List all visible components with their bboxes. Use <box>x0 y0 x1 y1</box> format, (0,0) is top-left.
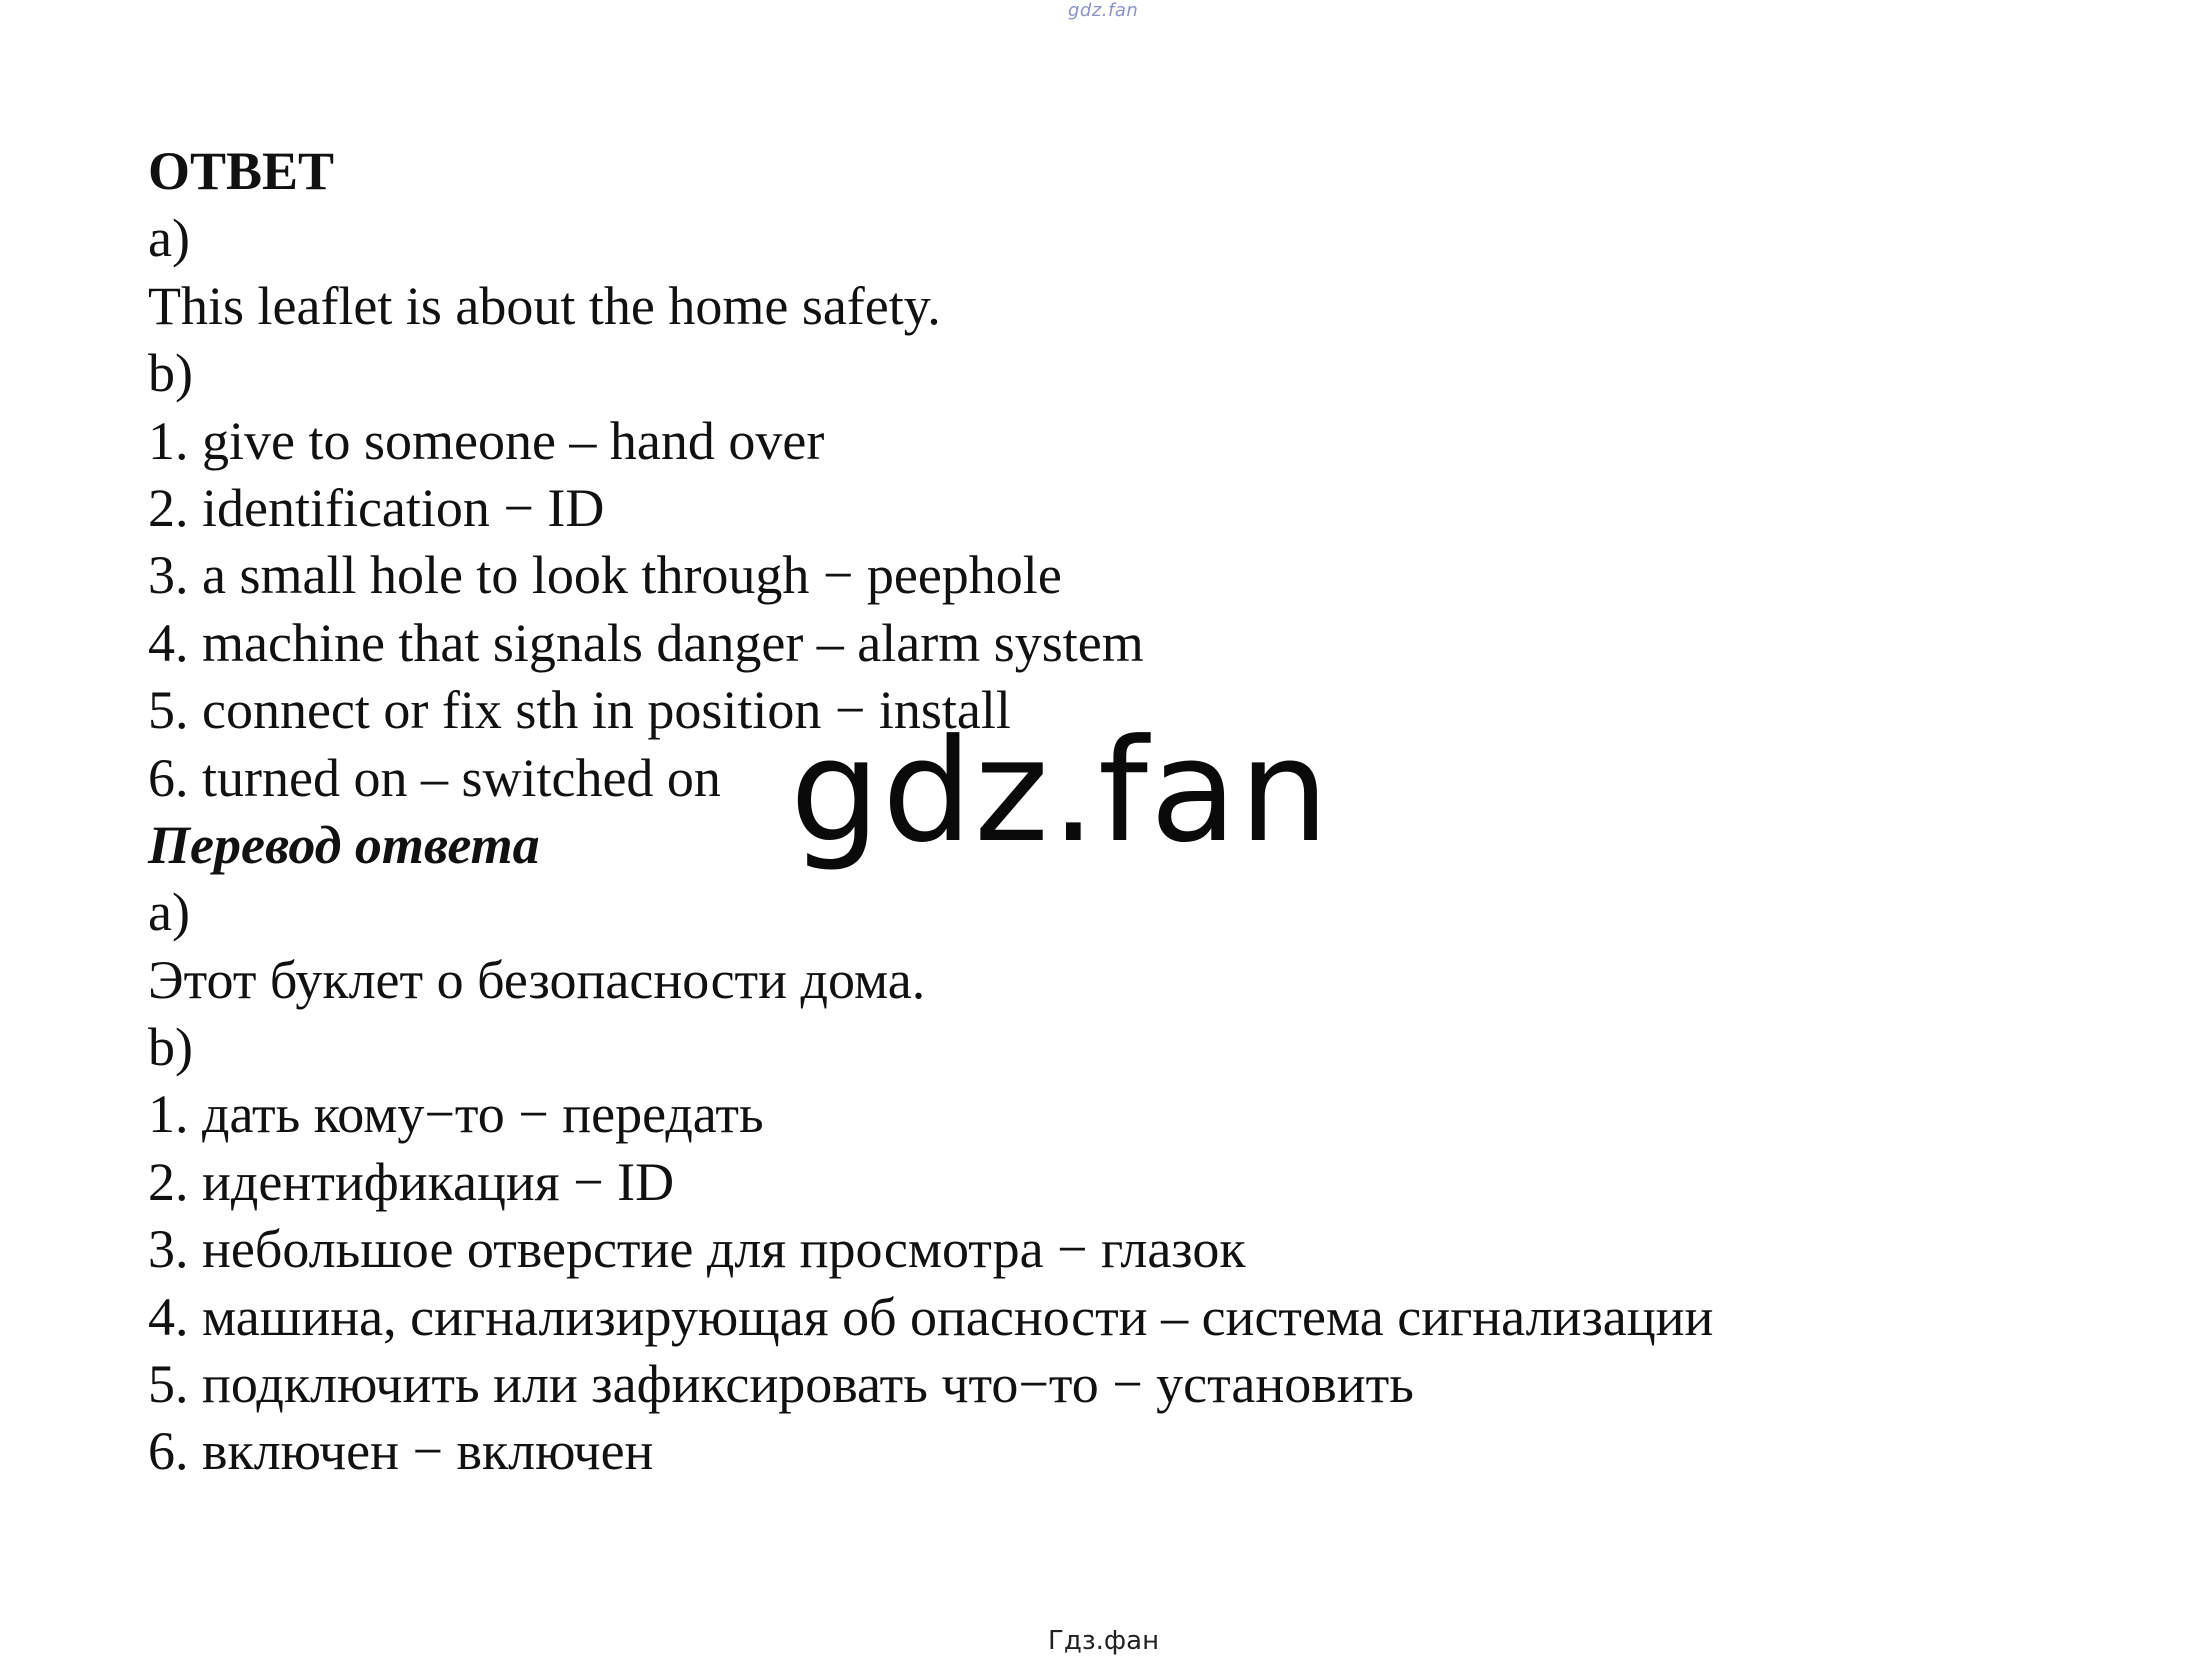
answer-item-1: 1. give to someone – hand over <box>148 410 825 471</box>
site-mark: gdz.fan <box>1068 0 1139 21</box>
answer-part-b-label: b) <box>148 343 193 404</box>
answer-item-2: 2. identification − ID <box>148 477 605 538</box>
translation-part-a-label: a) <box>148 882 190 943</box>
answer-title: ОТВЕТ <box>148 141 335 201</box>
translation-item-4: 4. машина, сигнализирующая об опасности – система сигнализации <box>148 1286 1714 1347</box>
translation-part-a-text: Этот буклет о безопасности дома. <box>148 949 926 1010</box>
watermark-text: gdz.fan <box>790 709 1331 874</box>
answer-item-6: 6. turned on – switched on <box>148 747 721 808</box>
footer-text: Гдз.фан <box>1048 1626 1160 1656</box>
answer-item-5: 5. connect or fix sth in position − install <box>148 680 1011 741</box>
translation-item-2: 2. идентификация − ID <box>148 1151 675 1212</box>
answer-part-a-label: a) <box>148 208 190 269</box>
answer-part-a-text: This leaflet is about the home safety. <box>148 275 941 336</box>
translation-item-6: 6. включен − включен <box>148 1421 654 1482</box>
answer-item-4: 4. machine that signals danger – alarm system <box>148 612 1144 673</box>
answer-item-3: 3. a small hole to look through − peephole <box>148 545 1062 606</box>
translation-item-5: 5. подключить или зафиксировать что−то − установить <box>148 1354 1414 1415</box>
translation-item-1: 1. дать кому−то − передать <box>148 1084 764 1145</box>
translation-item-3: 3. небольшое отверстие для просмотра − глазок <box>148 1219 1246 1280</box>
translation-part-b-label: b) <box>148 1017 193 1078</box>
translation-title: Перевод ответа <box>148 814 540 875</box>
